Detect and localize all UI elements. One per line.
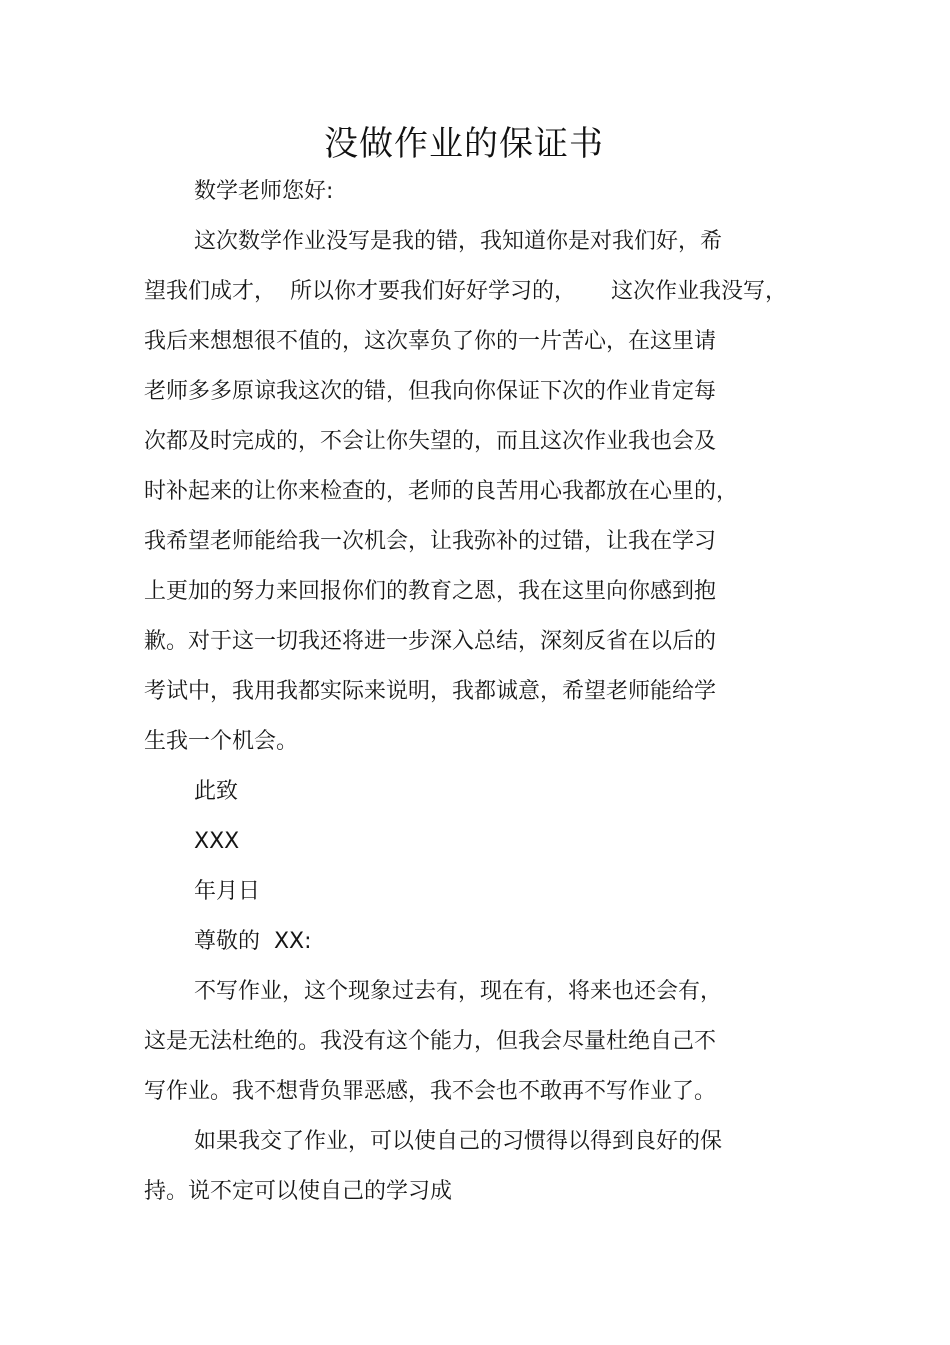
second-salutation: 尊敬的 XX: <box>194 929 312 954</box>
salutation: 数学老师您好: <box>194 179 334 204</box>
paragraph-line: 望我们成才， 所以你才要我们好好学习的， 这次作业我没写， <box>144 279 787 304</box>
paragraph-line: 时补起来的让你来检查的，老师的良苦用心我都放在心里的， <box>144 479 739 504</box>
paragraph-line: 上更加的努力来回报你们的教育之恩，我在这里向你感到抱 <box>144 579 717 604</box>
paragraph-line: 这次数学作业没写是我的错，我知道你是对我们好，希 <box>194 229 723 254</box>
paragraph-line: 考试中，我用我都实际来说明，我都诚意，希望老师能给学 <box>144 679 717 704</box>
paragraph-line: 写作业。我不想背负罪恶感，我不会也不敢再不写作业了。 <box>144 1079 717 1104</box>
paragraph-line: 歉。对于这一切我还将进一步深入总结，深刻反省在以后的 <box>144 629 717 654</box>
signature-name: XXX <box>194 829 240 854</box>
signature-date: 年月日 <box>194 879 261 904</box>
paragraph-line: 持。说不定可以使自己的学习成 <box>144 1179 453 1204</box>
paragraph-line: 次都及时完成的，不会让你失望的，而且这次作业我也会及 <box>144 429 717 454</box>
paragraph-line: 不写作业，这个现象过去有，现在有，将来也还会有， <box>194 979 723 1004</box>
paragraph-line: 这是无法杜绝的。我没有这个能力，但我会尽量杜绝自己不 <box>144 1029 717 1054</box>
paragraph-line: 我后来想想很不值的，这次辜负了你的一片苦心，在这里请 <box>144 329 717 354</box>
paragraph-line: 老师多多原谅我这次的错，但我向你保证下次的作业肯定每 <box>144 379 717 404</box>
paragraph-line: 如果我交了作业，可以使自己的习惯得以得到良好的保 <box>194 1129 723 1154</box>
document-title: 没做作业的保证书 <box>324 124 604 164</box>
closing-phrase: 此致 <box>194 779 239 804</box>
paragraph-line: 生我一个机会。 <box>144 729 299 754</box>
paragraph-line: 我希望老师能给我一次机会，让我弥补的过错，让我在学习 <box>144 529 717 554</box>
